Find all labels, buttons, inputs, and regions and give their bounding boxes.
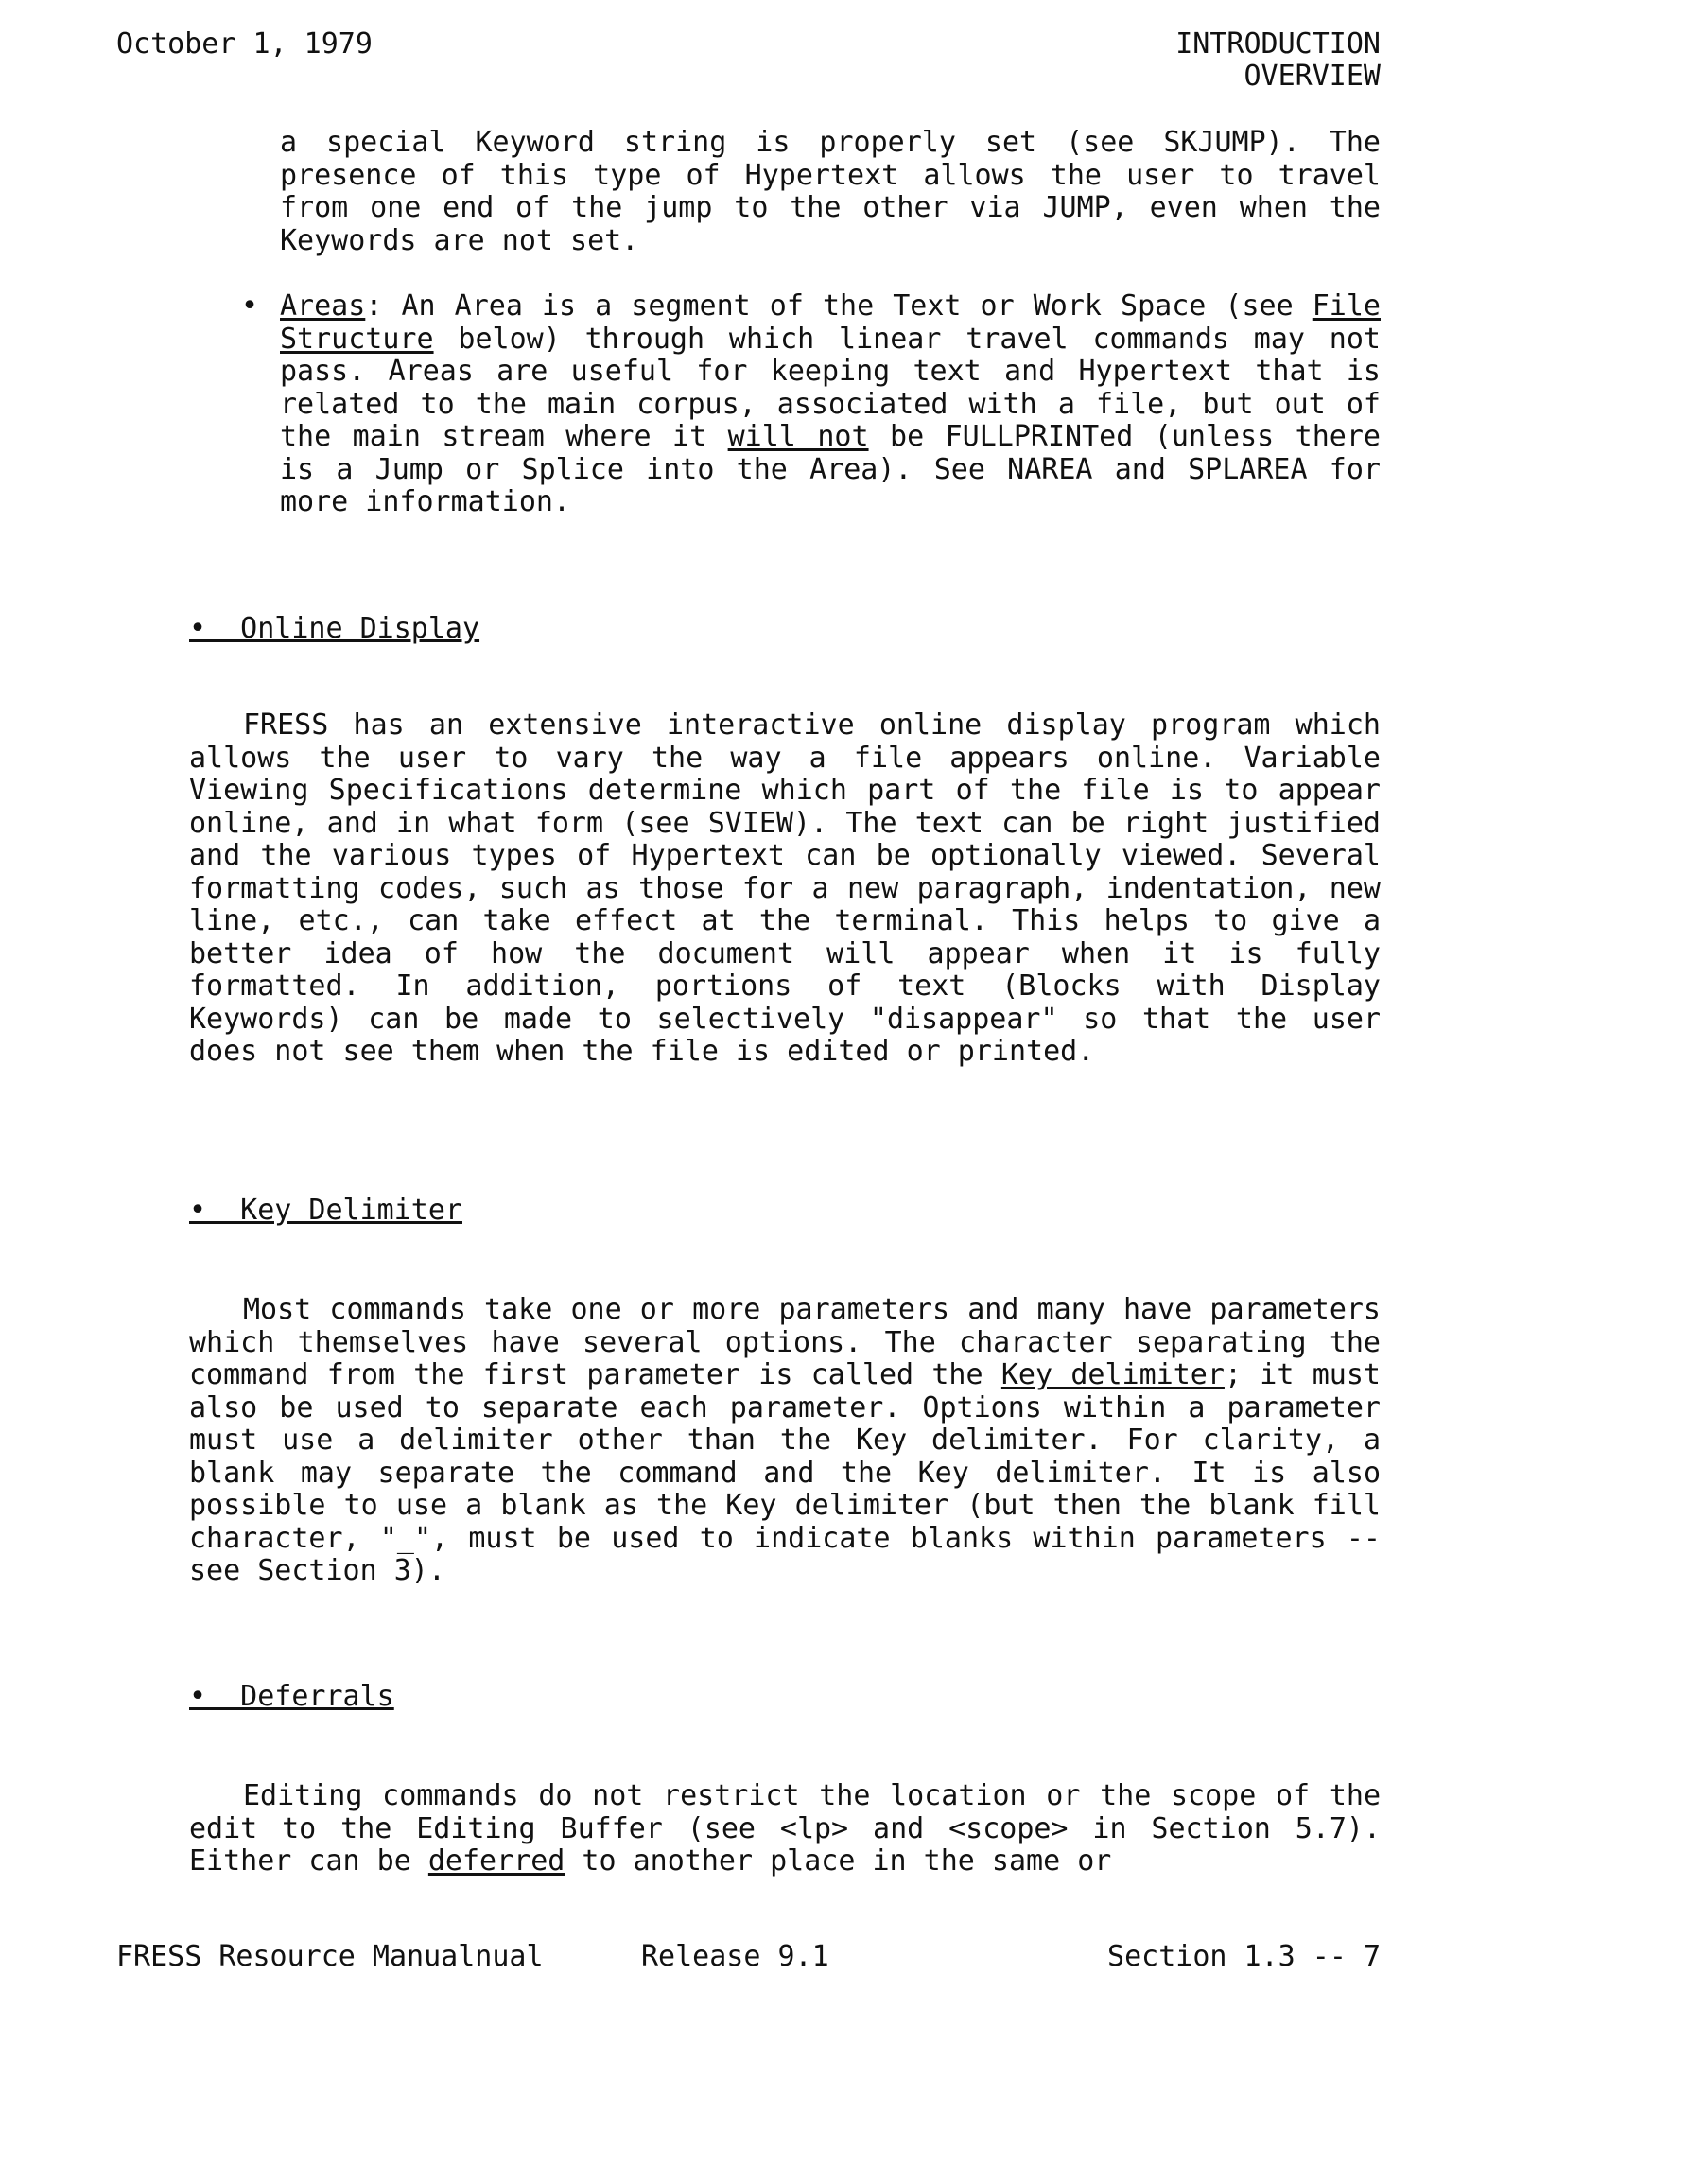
online-display-paragraph	[189, 709, 1381, 1069]
footer-manual-title: FRESS Resource Manualnual	[116, 1940, 544, 1973]
deferrals-heading: • Deferrals	[189, 1680, 394, 1713]
areas-bullet: •	[241, 289, 259, 323]
deferrals-text-1: Editing commands do not restrict the location or the scope of the edit to the Editing Buffer (see <lp> and <scope> in Section 5.7). Either can be	[189, 1779, 1381, 1878]
key-delimiter-text-1: Most commands take one or more parameters and many have parameters which themselves have several options. The character separating the command from the first parameter is called the	[189, 1293, 1381, 1391]
areas-text-1: : An Area is a segment of the Text or Work Space (see	[365, 289, 1313, 323]
header-subsection-title: OVERVIEW	[1244, 60, 1381, 93]
deferrals-text-2: to another place in the same or	[565, 1844, 1112, 1878]
key-delimiter-paragraph	[189, 1294, 1381, 1588]
online-display-text: FRESS has an extensive interactive online display program which allows the user to vary the way a file appears online. Variable Viewing Specifications determine which part of the file is to appear online, and in what form (see SVIEW). The text can be right justified and the various types of Hypertext can be optionally viewed. Several formatting codes, such as those for a new paragraph, indentation, new line, etc., can take effect at the terminal. This helps to give a better idea of how the document will appear when it is fully formatted. In addition, portions of text (Blocks with Display Keywords) can be made to selectively "disappear" so that the user does not see them when the file is edited or printed.	[189, 708, 1381, 1068]
page-footer	[116, 1941, 1381, 2102]
key-delimiter-heading: • Key Delimiter	[189, 1194, 462, 1227]
deferrals-paragraph	[189, 1780, 1381, 1878]
header-section-title: INTRODUCTION	[1175, 27, 1381, 61]
key-delimiter-term: Key delimiter	[1000, 1358, 1225, 1391]
continuation-paragraph: a special Keyword string is properly set (see SKJUMP). The presence of this type of Hypertext allows the user to travel from one end of the jump to the other via JUMP, even when the Keywords are not set.	[280, 126, 1381, 257]
footer-release: Release 9.1	[641, 1940, 829, 1973]
areas-emphasis: will not	[727, 420, 869, 453]
key-delimiter-text-2: ; it must also be used to separate each parameter. Options within a parameter must use a delimiter other than the Key delimiter. For clarity, a blank may separate the command and the Key delimiter. It is also possible to use a blank as the Key delimiter (but then the blank fill character, "_", must be used to indicate blanks within parameters -- see Section 3).	[189, 1358, 1381, 1587]
areas-text-2: below) through which linear travel commands may not pass. Areas are useful for keeping text and Hypertext that is related to the main corpus, associated with a file, but out of the main stream where it	[280, 322, 1381, 453]
header-titles	[1175, 28, 1381, 93]
areas-item	[280, 290, 1381, 519]
file-structure-reference: File Structure	[280, 289, 1381, 356]
online-display-heading: • Online Display	[189, 612, 480, 645]
deferred-term: deferred	[427, 1844, 565, 1878]
areas-term: Areas	[280, 289, 366, 323]
header-date: October 1, 1979	[116, 27, 373, 61]
areas-text-3: be FULLPRINTed (unless there is a Jump or Splice into the Area). See NAREA and SPLAREA for more information.	[280, 420, 1381, 518]
footer-page-number: Section 1.3 -- 7	[1107, 1940, 1381, 1973]
